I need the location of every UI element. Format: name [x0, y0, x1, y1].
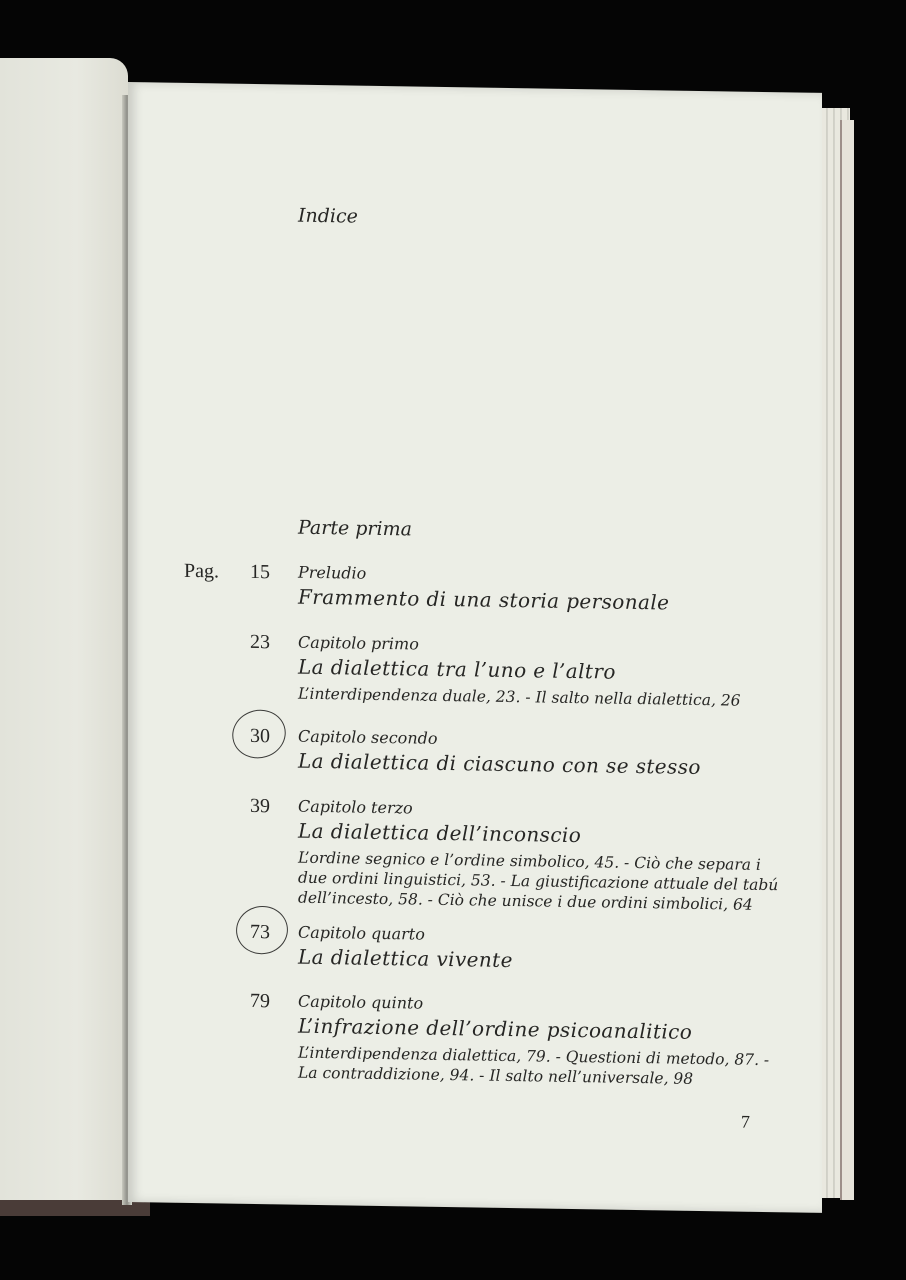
- entry-title: La dialettica dell’inconscio: [298, 818, 582, 848]
- entry-label: Capitolo terzo: [298, 796, 413, 818]
- entry-label: Capitolo quarto: [298, 922, 425, 944]
- entry-subsection: dell’incesto, 58. - Ciò che unisce i due ordini simbolici, 64: [298, 888, 753, 914]
- entry-subsection: due ordini linguistici, 53. - La giustificazione attuale del tabú: [298, 868, 779, 895]
- entry-label: Capitolo quinto: [298, 991, 424, 1013]
- entry-title: La dialettica di ciascuno con se stesso: [298, 748, 701, 779]
- page-number: 7: [741, 1111, 750, 1132]
- entry-label: Capitolo primo: [298, 632, 419, 654]
- entry-page-number: 23: [250, 630, 270, 654]
- entry-title: Frammento di una storia personale: [298, 584, 670, 615]
- part-heading: Parte prima: [298, 516, 412, 541]
- right-page: [128, 82, 822, 1213]
- entry-subsection: L’ordine segnico e l’ordine simbolico, 45. - Ciò che separa i: [298, 848, 761, 874]
- entry-page-number: 30: [250, 724, 270, 748]
- entry-subsection: L’interdipendenza duale, 23. - Il salto nella dialettica, 26: [298, 684, 741, 710]
- page-column-label: Pag.: [184, 559, 219, 583]
- book-cover-edge: [840, 120, 854, 1200]
- entry-label: Preludio: [298, 562, 367, 583]
- entry-title: La dialettica tra l’uno e l’altro: [298, 654, 616, 684]
- entry-title: La dialettica vivente: [298, 944, 513, 973]
- entry-page-number: 73: [250, 920, 270, 944]
- entry-page-number: 15: [250, 560, 270, 584]
- entry-page-number: 39: [250, 794, 270, 818]
- entry-label: Capitolo secondo: [298, 726, 438, 748]
- entry-subsection: La contraddizione, 94. - Il salto nell’universale, 98: [298, 1063, 694, 1088]
- entry-title: L’infrazione dell’ordine psicoanalitico: [298, 1013, 693, 1044]
- index-heading: Indice: [298, 204, 358, 228]
- left-page: [0, 58, 128, 1208]
- entry-page-number: 79: [250, 989, 270, 1013]
- entry-subsection: L’interdipendenza dialettica, 79. - Questioni di metodo, 87. -: [298, 1043, 770, 1070]
